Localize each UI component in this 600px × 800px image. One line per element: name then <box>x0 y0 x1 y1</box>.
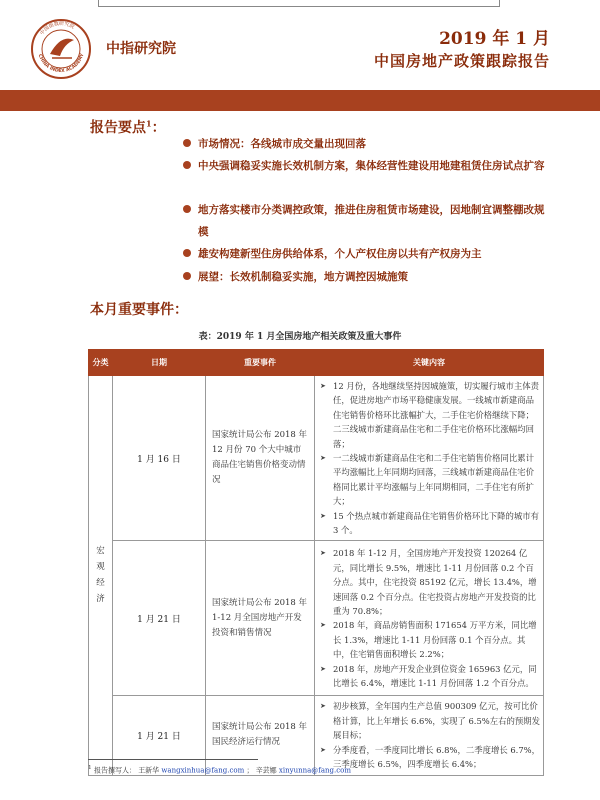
key-point-item: 中央强调稳妥实施长效机制方案，集体经营性建设用地建租赁住房试点扩容 <box>198 155 553 177</box>
footnote: $^1$ 报告撰写人： 王新华 wangxinhua@fang.com ； 辛芸娜 xinyunna@fang.com <box>88 765 352 775</box>
bullet-icon <box>183 139 191 147</box>
bullet-icon <box>183 272 191 280</box>
content-cell <box>315 541 544 696</box>
date-cell: 1 月 16 日 <box>113 376 206 541</box>
content-cell <box>315 696 544 775</box>
key-point-item: 雄安构建新型住房供给体系，个人产权住房以共有产权房为主 <box>198 243 553 265</box>
table-row <box>89 376 544 541</box>
table-row <box>89 541 544 696</box>
bullet-icon <box>183 161 191 169</box>
table-header-row <box>89 350 544 376</box>
column-header: 分类 <box>89 350 113 376</box>
email-link[interactable]: wangxinhua@fang.com <box>161 766 245 775</box>
content-item: ➤ 一二线城市新建商品住宅和二手住宅销售价格同比累计平均涨幅比上年同期均回落，三线城市新建商品住宅价格同比累计平均涨幅与上年同期相同，二手住宅有所扩大； <box>333 451 540 509</box>
report-date: 2019 年 1 月 <box>439 29 550 49</box>
footnote-rule <box>88 759 258 760</box>
events-table <box>88 349 544 776</box>
bullet-icon <box>183 249 191 257</box>
content-item: ➤ 初步核算，全年国内生产总值 900309 亿元，按可比价格计算，比上年增长 6.6%，实现了 6.5%左右的预期发展目标； <box>333 699 540 742</box>
svg-text:中国指数研究院: 中国指数研究院 <box>39 20 76 37</box>
event-cell: 国家统计局公布 2018 年 12 月份 70 个大中城市商品住宅销售价格变动情况 <box>206 376 315 541</box>
footnote-ref: 1 <box>146 118 152 129</box>
table-caption: 表：2019 年 1 月全国房地产相关政策及重大事件 <box>198 332 402 342</box>
email-link[interactable]: xinyunna@fang.com <box>278 766 352 775</box>
top-frame-bar <box>98 0 500 7</box>
key-point-item: 市场情况：各线城市成交量出现回落 <box>198 133 553 155</box>
event-cell: 国家统计局公布 2018 年国民经济运行情况 <box>206 696 315 775</box>
key-point-item: 地方落实楼市分类调控政策，推进住房租赁市场建设，因地制宜调整棚改规模 <box>198 199 553 243</box>
content-item: ➤ 分季度看，一季度同比增长 6.8%，二季度增长 6.7%，三季度增长 6.5%，四季度增长 6.4%； <box>333 743 540 772</box>
report-title: 中国房地产政策跟踪报告 <box>373 52 550 70</box>
key-points-heading: 报告要点$^1$： <box>90 118 166 136</box>
events-heading: 本月重要事件： <box>90 302 188 318</box>
content-cell <box>315 376 544 541</box>
table-row <box>89 696 544 775</box>
column-header: 关键内容 <box>315 350 544 376</box>
content-item: ➤ 15 个热点城市新建商品住宅销售价格环比下降的城市有 3 个。 <box>333 509 540 538</box>
category-cell: 宏 观 经 济 <box>89 376 113 776</box>
bullet-icon <box>183 205 191 213</box>
date-cell: 1 月 21 日 <box>113 696 206 775</box>
svg-text:CHINA INDEX ACADEMY: CHINA INDEX ACADEMY <box>36 53 86 75</box>
content-item: ➤ 12 月份，各地继续坚持因城施策，切实履行城市主体责任，促进房地产市场平稳健康发展。一线城市新建商品住宅销售价格环比涨幅扩大，二手住宅价格继续下降；二三线城市新建商品住宅和二手住宅价格环比涨幅均回落； <box>333 379 540 451</box>
content-item: ➤ 2018 年，商品房销售面积 171654 万平方米，同比增长 1.3%，增速比 1-11 月份回落 0.1 个百分点。其中，住宅销售面积增长 2.2%； <box>333 618 540 661</box>
key-point-item: 展望：长效机制稳妥实施，地方调控因城施策 <box>198 266 553 288</box>
column-header: 重要事件 <box>206 350 315 376</box>
event-cell: 国家统计局公布 2018 年 1-12 月全国房地产开发投资和销售情况 <box>206 541 315 696</box>
header-band <box>0 90 600 111</box>
content-item: ➤ 2018 年，房地产开发企业到位资金 165963 亿元，同比增长 6.4%，增速比 1-11 月份回落 1.2 个百分点。 <box>333 662 540 691</box>
column-header: 日期 <box>113 350 206 376</box>
china-index-academy-logo <box>30 18 92 80</box>
brand-name: 中指研究院 <box>106 41 176 57</box>
date-cell: 1 月 21 日 <box>113 541 206 696</box>
content-item: ➤ 2018 年 1-12 月，全国房地产开发投资 120264 亿元，同比增长 9.5%，增速比 1-11 月份回落 0.2 个百分点。其中，住宅投资 85192 亿元，增长 13.4%，增速回落 0.2 个百分点。住宅投资占房地产开发投资的比重为 70.8%； <box>333 546 540 618</box>
